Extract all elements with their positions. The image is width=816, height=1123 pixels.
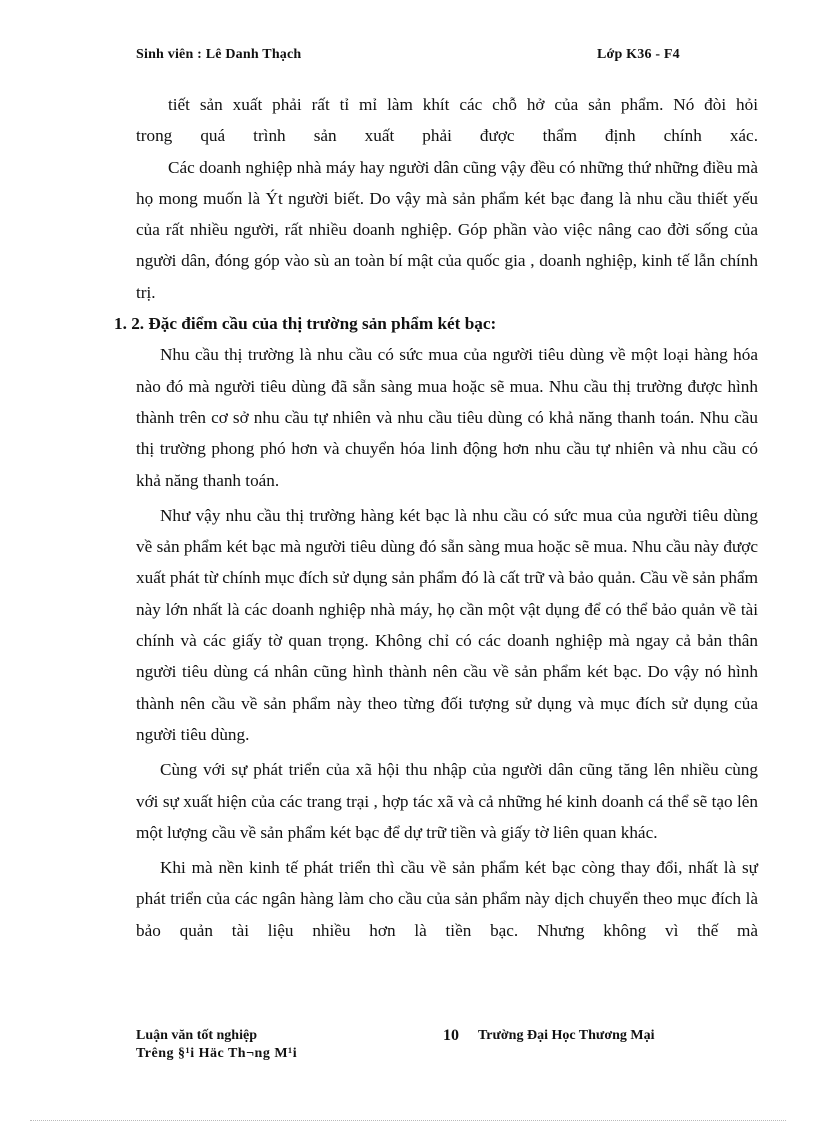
footer-school: Trường Đại Học Thương Mại (478, 1028, 655, 1043)
footer-school-garbled: Trêng §¹i Häc Th¬ng M¹i (136, 1046, 298, 1061)
header-class: Lớp K36 - F4 (597, 47, 680, 62)
paragraph-4: Khi mà nền kinh tế phát triển thì cầu về sản phẩm két bạc còng thay đổi, nhất là sự phát triển của các ngân hàng làm cho cầu của sản phẩm này dịch chuyển theo mục đích là bảo quản tài liệu nhiều hơn là tiền bạc. Nhưng không vì thế mà (136, 858, 758, 940)
intro-line-2: trong quá trình sản xuất phải được thẩm định chính xác. (136, 126, 758, 146)
section-heading: 1. 2. Đặc điểm cầu của thị trường sản phẩm két bạc: (114, 314, 497, 334)
paragraph-3: Cùng với sự phát triển của xã hội thu nhập của người dân cũng tăng lên nhiều cùng với sự xuất hiện của các trang trại , hợp tác xã và cả những hé kinh doanh cá thể sẽ tạo lên một lượng cầu về sản phẩm két bạc để dự trữ tiền và giấy tờ liên quan khác. (136, 760, 758, 842)
intro-paragraph: Các doanh nghiệp nhà máy hay người dân cũng vậy đều có những thứ những điều mà họ mong muốn là Ýt người biết. Do vậy mà sản phẩm két bạc đang là nhu cầu thiết yếu của rất nhiều người, rất nhiều doanh nghiệp. Góp phần vào việc nâng cao đời sống của người dân, đóng góp vào sù an toàn bí mật của quốc gia , doanh nghiệp, kinh tế lẫn chính trị. (136, 157, 758, 302)
footer-page-number: 10 (443, 1027, 459, 1044)
document-body (114, 89, 758, 946)
footer-thesis: Luận văn tốt nghiệp (136, 1028, 257, 1043)
intro-line-1: tiết sản xuất phải rất tỉ mỉ làm khít các chỗ hở của sản phẩm. Nó đòi hỏi (168, 95, 758, 114)
page-bottom-divider (30, 1120, 786, 1121)
paragraph-1: Nhu cầu thị trường là nhu cầu có sức mua của người tiêu dùng về một loại hàng hóa nào đó mà người tiêu dùng đã sẵn sàng mua hoặc sẽ mua. Nhu cầu thị trường được hình thành trên cơ sở nhu cầu tự nhiên và nhu cầu tiêu dùng có khả năng thanh toán. Nhu cầu thị trường phong phó hơn và chuyển hóa linh động hơn nhu cầu tự nhiên và nhu cầu có khả năng thanh toán. (136, 345, 758, 490)
paragraph-2: Như vậy nhu cầu thị trường hàng két bạc là nhu cầu có sức mua của người tiêu dùng về sản phẩm két bạc mà người tiêu dùng đó sẵn sàng mua hoặc sẽ mua. Nhu cầu này được xuất phát từ chính mục đích sử dụng sản phẩm đó là cất trữ và bảo quản. Cầu về sản phẩm này lớn nhất là các doanh nghiệp nhà máy, họ cần một vật dụng để có thể bảo quản về tài chính và các giấy tờ quan trọng. Không chỉ có các doanh nghiệp mà ngay cả bản thân người tiêu dùng cá nhân cũng hình thành nên cầu về sản phẩm két bạc. Do vậy nó hình thành nên cầu về sản phẩm này theo từng đối tượng sử dụng và mục đích sử dụng của người tiêu dùng. (136, 505, 758, 744)
header-student: Sinh viên : Lê Danh Thạch (136, 47, 302, 62)
